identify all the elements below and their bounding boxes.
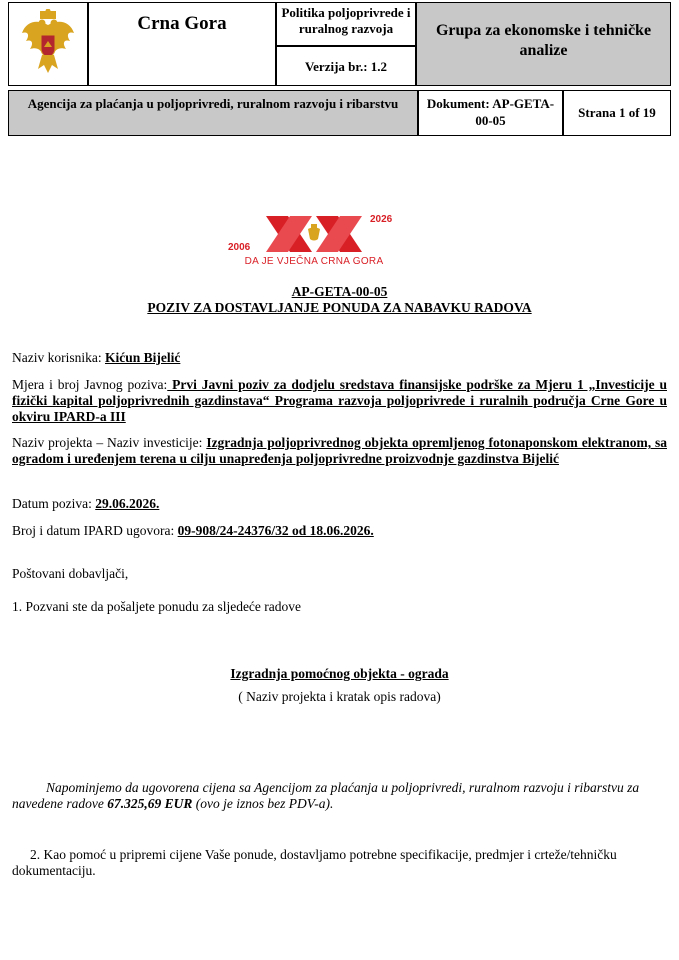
date-value: 29.06.2026. <box>95 496 160 511</box>
price-note-amount: 67.325,69 EUR <box>107 796 193 811</box>
anniversary-logo <box>228 212 400 270</box>
logo-year-start: 2006 <box>228 242 251 253</box>
item-1: 1. Pozvani ste da pošaljete ponudu za sljedeće radove <box>12 599 302 614</box>
crest-cell <box>8 2 88 86</box>
project-field <box>12 435 667 467</box>
date-label: Datum poziva: <box>12 496 96 511</box>
version-number: Verzija br.: 1.2 <box>276 46 416 86</box>
agency-name: Agencija za plaćanja u poljoprivredi, ruralnom razvoju i ribarstvu <box>8 90 418 136</box>
document-code: AP-GETA-00-05 <box>291 284 388 299</box>
price-note-post: (ovo je iznos bez PDV-a). <box>192 796 334 811</box>
document-id: Dokument: AP-GETA-00-05 <box>418 90 563 136</box>
greeting: Poštovani dobavljači, <box>12 566 129 581</box>
user-field <box>12 350 667 366</box>
logo-year-end: 2026 <box>370 214 393 225</box>
contract-label: Broj i datum IPARD ugovora: <box>12 523 178 538</box>
contract-value: 09-908/24-24376/32 od 18.06.2026. <box>177 523 374 538</box>
works-title <box>12 666 667 682</box>
document-title: POZIV ZA DOSTAVLJANJE PONUDA ZA NABAVKU RADOVA <box>147 300 532 315</box>
call-field <box>12 377 667 425</box>
date-field <box>12 496 667 512</box>
user-label: Naziv korisnika: <box>12 350 105 365</box>
group-name: Grupa za ekonomske i tehničke analize <box>416 2 671 86</box>
works-title-text: Izgradnja pomoćnog objekta - ograda <box>230 666 449 681</box>
policy-name: Politika poljoprivrede i ruralnog razvoja <box>276 2 416 46</box>
page-indicator: Strana 1 of 19 <box>563 90 671 136</box>
user-value: Kićun Bijelić <box>104 350 181 365</box>
country-name: Crna Gora <box>88 2 276 86</box>
item-2: 2. Kao pomoć u pripremi cijene Vaše ponude, dostavljamo potrebne specifikacije, predmjer i crteže/tehničku dokumentaciju. <box>12 847 617 878</box>
document-header <box>8 2 671 136</box>
project-value: Izgradnja poljoprivrednog objekta opremljenog fotonaponskom elektranom, sa ogradom i uređenjem terena u cilju unapređenja poljoprivredne proizvodnje gazdinstva Bijelić <box>12 435 667 466</box>
price-note-pre: Napominjemo da ugovorena cijena sa Agencijom za plaćanja u poljoprivredi, ruralnom razvoju i ribarstvu za navedene radove <box>12 780 640 811</box>
logo-tagline: DA JE VJEČNA CRNA GORA <box>244 256 384 267</box>
works-subtitle: ( Naziv projekta i kratak opis radova) <box>238 689 441 704</box>
call-value: Prvi Javni poziv za dodjelu sredstava finansijske podrške za Mjeru 1 „Investicije u fizički kapital poljoprivrednih gazdinstava“ Programa razvoja poljoprivrede i ruralnih područja Crne Gore u okviru IPARD-a III <box>12 377 667 424</box>
call-label: Mjera i broj Javnog poziva: <box>12 377 168 392</box>
project-label: Naziv projekta – Naziv investicije: <box>12 435 207 450</box>
montenegro-coat-of-arms-icon <box>20 9 76 79</box>
contract-field <box>12 523 667 539</box>
price-note <box>12 780 667 812</box>
